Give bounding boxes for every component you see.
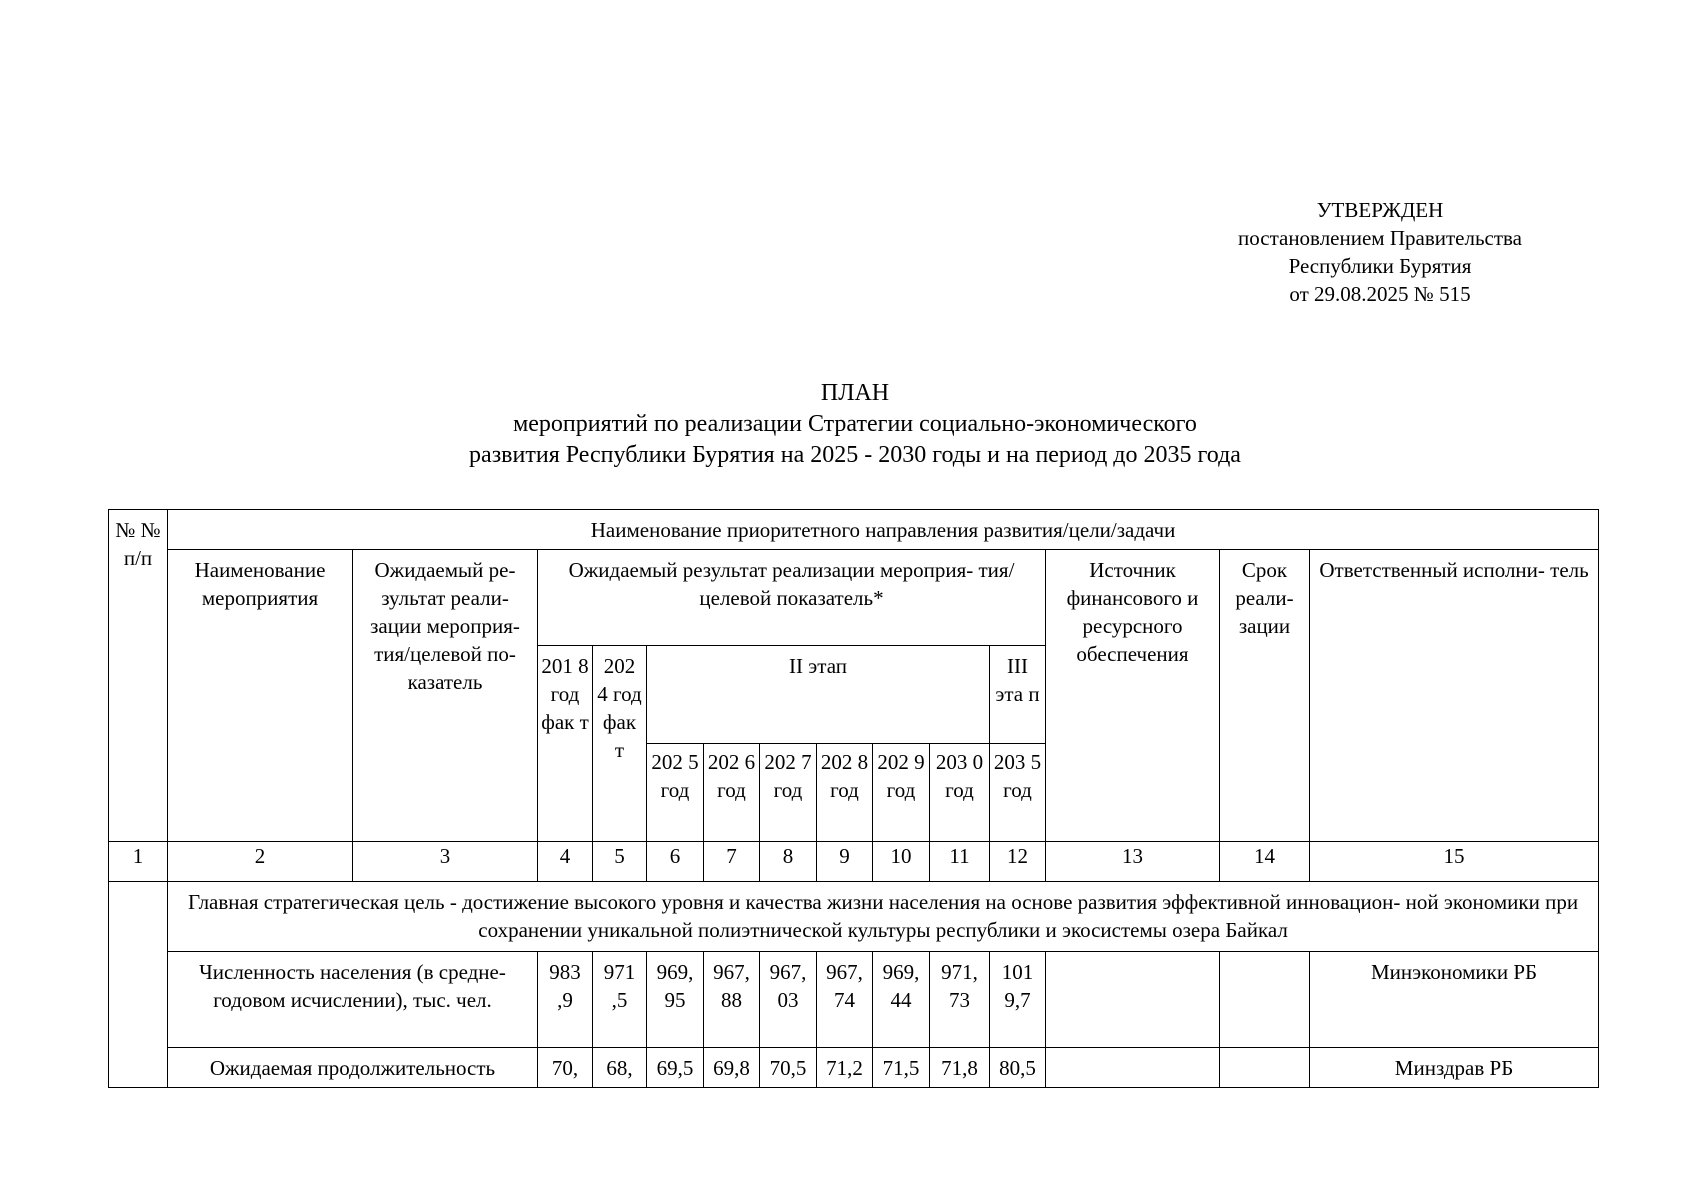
indicator-value: 69,5 <box>647 1048 704 1088</box>
col-number: 9 <box>817 842 873 882</box>
approval-line-2: постановлением Правительства <box>1237 226 1522 250</box>
responsible-executor: Минэкономики РБ <box>1310 952 1599 1048</box>
indicator-value: 971 ,5 <box>593 952 647 1048</box>
col-number: 2 <box>168 842 353 882</box>
indicator-value: 983 ,9 <box>538 952 593 1048</box>
col-number: 14 <box>1220 842 1310 882</box>
responsible-executor: Минздрав РБ <box>1310 1048 1599 1088</box>
col-number: 8 <box>760 842 817 882</box>
col-number: 3 <box>353 842 538 882</box>
main-strategic-goal: Главная стратегическая цель - достижение высокого уровня и качества жизни населения на основе развития эффективной инновацион- ной экономики при сохранении уникальной полиэтнической культуры республики и экосистемы озера Байкал <box>168 882 1599 952</box>
approval-stamp <box>1170 196 1590 308</box>
header-year-2025: 202 5 год <box>647 744 704 842</box>
indicator-value: 101 9,7 <box>990 952 1046 1048</box>
title-line-2: мероприятий по реализации Стратегии социально-экономического <box>513 411 1197 437</box>
header-year-2029: 202 9 год <box>873 744 930 842</box>
indicator-value: 967, 74 <box>817 952 873 1048</box>
term-cell <box>1220 952 1310 1048</box>
col-number: 11 <box>930 842 990 882</box>
indicator-value: 80,5 <box>990 1048 1046 1088</box>
source-cell <box>1046 1048 1220 1088</box>
indicator-value: 71,2 <box>817 1048 873 1088</box>
indicator-value: 70,5 <box>760 1048 817 1088</box>
header-num: № № п/п <box>109 510 168 842</box>
col-number: 5 <box>593 842 647 882</box>
indicator-value: 967, 88 <box>704 952 760 1048</box>
col-number: 6 <box>647 842 704 882</box>
goal-num-cell <box>109 882 168 1088</box>
title-line-1: ПЛАН <box>820 380 890 406</box>
header-expected-group: Ожидаемый результат реализации мероприя- тия/целевой показатель* <box>538 550 1046 646</box>
col-number: 15 <box>1310 842 1599 882</box>
col-number: 7 <box>704 842 760 882</box>
header-year-2018: 201 8 год фак т <box>538 646 593 842</box>
indicator-value: 969, 44 <box>873 952 930 1048</box>
col-number: 4 <box>538 842 593 882</box>
indicator-value: 70, <box>538 1048 593 1088</box>
indicator-name: Ожидаемая продолжительность <box>168 1048 538 1088</box>
indicator-name: Численность населения (в средне- годовом исчислении), тыс. чел. <box>168 952 538 1048</box>
indicator-value: 969, 95 <box>647 952 704 1048</box>
document-title <box>340 378 1370 471</box>
header-year-2035: 203 5 год <box>990 744 1046 842</box>
header-row-2 <box>109 550 1599 646</box>
approval-line-1: УТВЕРЖДЕН <box>1316 198 1444 222</box>
indicator-value: 71,5 <box>873 1048 930 1088</box>
indicator-value: 69,8 <box>704 1048 760 1088</box>
indicator-value: 68, <box>593 1048 647 1088</box>
col-number: 1 <box>109 842 168 882</box>
approval-line-3: Республики Бурятия <box>1288 254 1472 278</box>
plan-table <box>108 509 1599 1088</box>
header-responsible: Ответственный исполни- тель <box>1310 550 1599 842</box>
header-year-2028: 202 8 год <box>817 744 873 842</box>
indicator-value: 967, 03 <box>760 952 817 1048</box>
col-number: 12 <box>990 842 1046 882</box>
table-row <box>109 952 1599 1048</box>
header-year-2026: 202 6 год <box>704 744 760 842</box>
indicator-value: 71,8 <box>930 1048 990 1088</box>
term-cell <box>1220 1048 1310 1088</box>
indicator-value: 971, 73 <box>930 952 990 1048</box>
header-year-2024: 202 4 год фак т <box>593 646 647 842</box>
title-line-3: развития Республики Бурятия на 2025 - 2030 годы и на период до 2035 года <box>469 442 1241 468</box>
header-term: Срок реали- зации <box>1220 550 1310 842</box>
header-priority: Наименование приоритетного направления развития/цели/задачи <box>168 510 1599 550</box>
header-stage-3: III эта п <box>990 646 1046 744</box>
header-year-2027: 202 7 год <box>760 744 817 842</box>
col-number: 10 <box>873 842 930 882</box>
goal-row <box>109 882 1599 952</box>
col-number: 13 <box>1046 842 1220 882</box>
column-numbers-row <box>109 842 1599 882</box>
header-expected-result: Ожидаемый ре- зультат реали- зации мероприя- тия/целевой по- казатель <box>353 550 538 842</box>
header-source: Источник финансового и ресурсного обеспечения <box>1046 550 1220 842</box>
header-measure-name: Наименование мероприятия <box>168 550 353 842</box>
header-stage-2: II этап <box>647 646 990 744</box>
table-row <box>109 1048 1599 1088</box>
header-year-2030: 203 0 год <box>930 744 990 842</box>
source-cell <box>1046 952 1220 1048</box>
approval-line-4: от 29.08.2025 № 515 <box>1289 282 1471 306</box>
header-row-1 <box>109 510 1599 550</box>
